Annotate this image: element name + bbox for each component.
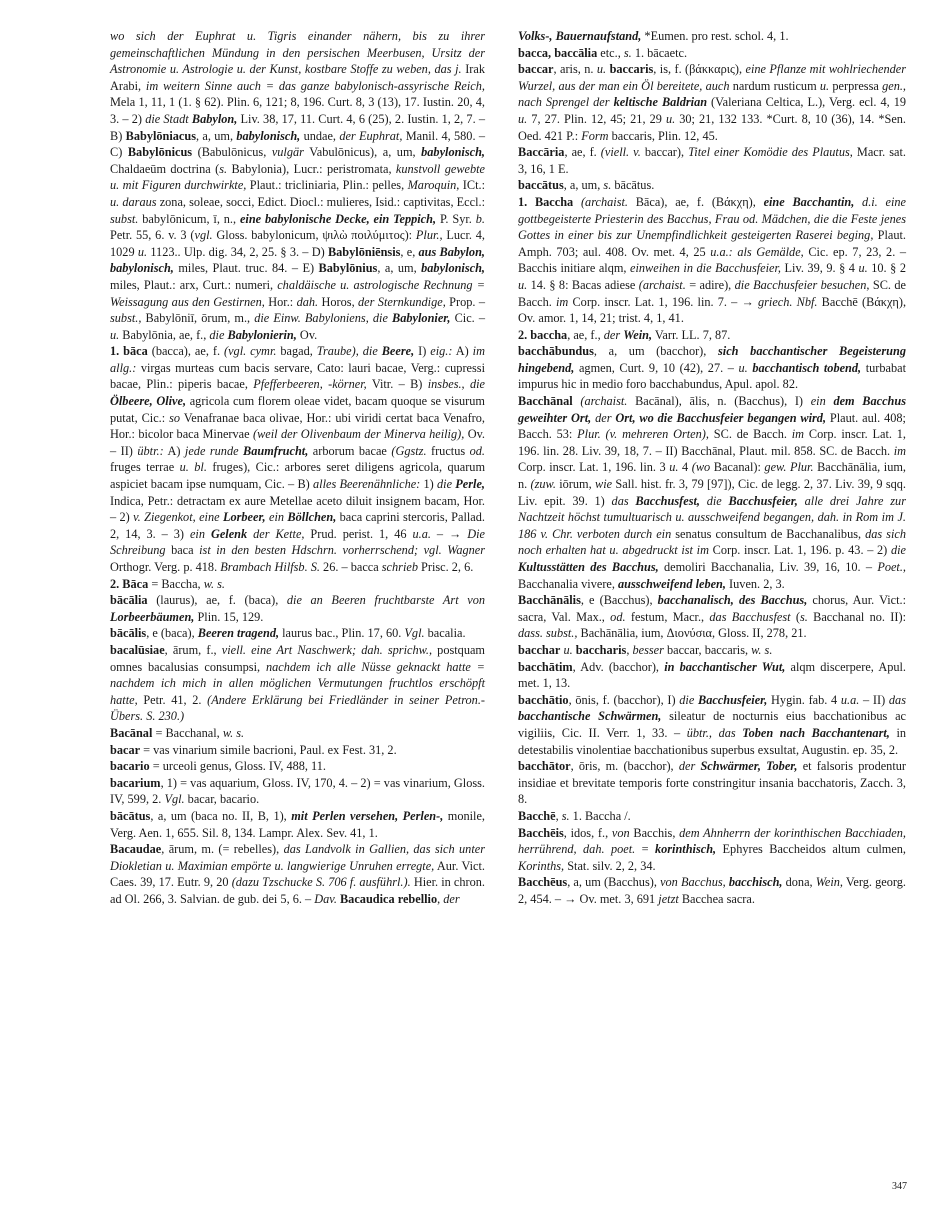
dictionary-entry: bacarium, 1) = vas aquarium, Gloss. IV, 170, 4. – 2) = vas vinarium, Gloss. IV, 599, 2. Vgl. bacar, bacario. (110, 775, 485, 807)
dictionary-entry: bacalūsiae, ārum, f., viell. eine Art Naschwerk; dah. sprichw., postquam omnes bacalusias consumpsi, nachdem ich alle Nüsse geknackt hatte = nachdem ich mich in allen möglichen Vermutungen fruchtlos erschöpft hatte, Petr. 41, 2. (Andere Erklärung bei Friedländer in seiner Petron.-Übers. S. 230.) (110, 642, 485, 724)
right-column (518, 28, 906, 907)
dictionary-entry: bacario = urceoli genus, Gloss. IV, 488, 11. (110, 759, 326, 774)
dictionary-entry: bācātus, a, um (baca no. II, B, 1), mit Perlen versehen, Perlen-, monile, Verg. Aen. 1, 655. Sil. 8, 134. Lampr. Alex. Sev. 41, 1. (110, 808, 485, 840)
left-column (110, 28, 485, 907)
dictionary-entry: baccātus, a, um, s. bācātus. (518, 178, 655, 193)
dictionary-entry: bacchātio, ōnis, f. (bacchor), I) die Bacchusfeier, Hygin. fab. 4 u.a. – II) das bacchantische Schwärmen, sileatur de nocturnis eius bacchationibus ac vigiliis, Cic. II. Verr. 1, 33. – übtr., das Toben nach Bacchantenart, in detestabilis vinolentiae bacchationibus superbus exsultat, Augustin. ep. 35, 2. (518, 692, 907, 757)
dictionary-entry: bacca, baccālia etc., s. 1. bācaetc. (518, 45, 688, 60)
dictionary-entry: 2. Bāca = Baccha, w. s. (110, 576, 225, 591)
dictionary-entry: bacchar u. baccharis, besser baccar, baccaris, w. s. (518, 642, 773, 657)
dictionary-entry: Bacchēus, a, um (Bacchus), von Bacchus, bacchisch, dona, Wein, Verg. georg. 2, 454. – → Ov. met. 3, 691 jetzt Bacchea sacra. (518, 875, 906, 906)
dictionary-entry: Bacaudae, ārum, m. (= rebelles), das Landvolk in Gallien, das sich unter Diokletian u. Maximian empörte u. langwierige Unruhen erregte, Aur. Vict. Caes. 39, 17. Eutr. 9, 20 (dazu Tzschucke S. 706 f. ausführl.). Hier. in chron. ad Ol. 266, 3. Salvian. de gub. dei 5, 6. – Dav. Bacaudica rebellio, der (110, 842, 486, 906)
dictionary-entry: bacchātim, Adv. (bacchor), in bacchantischer Wut, alqm discerpere, Apul. met. 1, 13. (518, 659, 907, 691)
dictionary-entry: bacar = vas vinarium simile bacrioni, Paul. ex Fest. 31, 2. (110, 742, 397, 757)
dictionary-entry: bacchābundus, a, um (bacchor), sich bacchantischer Begeisterung hingebend, agmen, Curt. 9, 10 (42), 27. – u. bacchantisch tobend, turbabat impurus hic in medio foro bacchabundus, Apul. apol. 82. (518, 344, 906, 392)
dictionary-entry: bacchātor, ōris, m. (bacchor), der Schwärmer, Tober, et falsoris prodentur insidiae et brevitate temporis forte constringitur insania bacchatoris, Zacch. 3, 8. (518, 759, 906, 807)
dictionary-entry: bācālis, e (baca), Beeren tragend, laurus bac., Plin. 17, 60. Vgl. bacalia. (110, 626, 466, 641)
dictionary-entry: bācālia (laurus), ae, f. (baca), die an Beeren fruchtbarste Art von Lorbeerbäumen, Plin. 15, 129. (110, 593, 485, 624)
dictionary-entry: Bacchēis, idos, f., von Bacchis, dem Ahnherrn der korinthischen Bacchiaden, herrührend, dah. poet. = korinthisch, Ephyres Baccheidos altum culmen, Korinths, Stat. silv. 2, 2, 34. (518, 825, 907, 873)
dictionary-entry: 1. bāca (bacca), ae, f. (vgl. cymr. bagad, Traube), die Beere, I) eig.: A) im allg.: virgas murteas cum bacis servare, Cato: lauri bacae, Verg.: cupressi bacae, Plin.: piperis bacae, Pfefferbeeren, -körner, Vitr. – B) insbes., die Ölbeere, Olive, agricola cum florem oleae videt, bacam quoque se visurum putat, Cic.: so Venafranae baca olivae, Hor.: ubi viridi certat baca Venafro, Hor.: bicolor baca Minervae (weil der Olivenbaum der Minerva heilig), Ov. – II) übtr.: A) jede runde Baumfrucht, arborum bacae (Ggstz. fructus od. fruges terrae u. bl. fruges), Cic.: arbores seret diligens agricola, quarum aspiciet bacam ipse numquam, Cic. – B) alles Beerenähnliche: 1) die Perle, Indica, Petr.: detractam ex aure Metellae aceto diluit insignem bacam, Hor. – 2) v. Ziegenkot, eine Lorbeer, ein Böllchen, baca caprini stercoris, Pallad. 2, 14, 3. – 3) ein Gelenk der Kette, Prud. perist. 1, 46 u.a. – → Die Schreibung baca ist in den besten Hdschrn. vorherrschend; vgl. Wagner Orthogr. Verg. p. 418. Brambach Hilfsb. S. 26. – bacca schrieb Prisc. 2, 6. (110, 344, 486, 574)
dictionary-entry: Volks-, Bauernaufstand, *Eumen. pro rest. schol. 4, 1. (518, 29, 789, 43)
dictionary-entry: Baccāria, ae, f. (viell. v. baccar), Titel einer Komödie des Plautus, Macr. sat. 3, 16, 1 E. (518, 145, 906, 176)
page-number: 347 (892, 1181, 907, 1192)
dictionary-entry: Bacānal = Bacchanal, w. s. (110, 725, 245, 740)
dictionary-entry: baccar, aris, n. u. baccaris, is, f. (βάκκαρις), eine Pflanze mit wohlriechender Wurzel, aus der man ein Öl bereitete, auch nardum rusticum u. perpressa gen., nach Sprengel der keltische Baldrian (Valeriana Celtica, L.), Verg. ecl. 4, 19 u. 7, 27. Plin. 12, 45; 21, 29 u. 30; 21, 132 133. *Curt. 8, 10 (36), 14. *Sen. Oed. 421 P.: Form baccaris, Plin. 12, 45. (518, 62, 907, 143)
dictionary-entry: 2. baccha, ae, f., der Wein, Varr. LL. 7, 87. (518, 327, 731, 342)
dictionary-entry: Bacchē, s. 1. Baccha /. (518, 808, 631, 823)
dictionary-page (110, 28, 905, 1178)
dictionary-entry: Bacchānālis, e (Bacchus), bacchanalisch, des Bacchus, chorus, Aur. Vict.: sacra, Val. Max., od. festum, Macr., das Bacchusfest (s. Bacchanal no. II): dass. subst., Bachānālia, ium, Διονύσια, Gloss. II, 278, 21. (518, 593, 906, 641)
dictionary-entry: Bacchānal (archaist. Bacānal), ālis, n. (Bacchus), I) ein dem Bacchus geweihter Ort, der Ort, wo die Bacchusfeier begangen wird, Plaut. aul. 408; Bacch. 53: Plur. (v. mehreren Orten), SC. de Bacch. im Corp. inscr. Lat. 1, 196. lin. 28. Liv. 39, 18, 7. – II) Bacchānal, Plaut. mil. 858. SC. de Bacch. im Corp. inscr. Lat. 1, 196. lin. 3 u. 4 (wo Bacanal): gew. Plur. Bacchānālia, ium, n. (zuw. iōrum, wie Sall. hist. fr. 3, 79 [97]), Cic. de legg. 2, 37. Liv. 39, 9 sqq. Liv. epit. 39. 1) das Bacchusfest, die Bacchusfeier, alle drei Jahre zur Nachtzeit höchst tumultuarisch u. ausschweifend begangen, dah. in Rom im J. 186 v. Chr. verboten durch ein senatus consultum de Bacchanalibus, das sich noch erhalten hat u. abgedruckt ist im Corp. inscr. Lat. 1, 196. p. 43. – 2) die Kultusstätten des Bacchus, demoliri Bacchanalia, Liv. 39, 16, 10. – Poet., Bacchanalia vivere, ausschweifend leben, Iuven. 2, 3. (518, 394, 907, 591)
dictionary-entry: 1. Baccha (archaist. Bāca), ae, f. (Βάκχη), eine Bacchantin, d.i. eine gottbegeisterte Priesterin des Bacchus, Frau od. Mädchen, die die Feste jenes Gottes in einer bis zur Unempfindlichkeit gesteigerten Raserei beging, Plaut. Amph. 703; aul. 408. Ov. met. 4, 25 u.a.: als Gemälde, Cic. ep. 7, 23, 2. – Bacchis initiare alqm, einweihen in die Bacchusfeier, Liv. 39, 9. § 4 u. 10. § 2 u. 14. § 8: Bacas adiese (archaist. = adire), die Bacchusfeier besuchen, SC. de Bacch. im Corp. inscr. Lat. 1, 196. lin. 7. – → griech. Nbf. Bacchē (Βάκχη), Ov. amor. 1, 14, 21; trist. 4, 1, 41. (518, 194, 907, 326)
dictionary-entry: wo sich der Euphrat u. Tigris einander nähern, bis zu ihrer gemeinschaftlichen Mündung in den persischen Meerbusen, Ursitz der Astronomie u. Astrologie u. der Kunst, kostbare Stoffe zu weben, das j. Irak Arabi, im weitern Sinne auch = das ganze babylonisch-assyrische Reich, Mela 1, 11, 1 (1. § 62). Plin. 6, 121; 8, 196. Curt. 8, 3 (13), 17. Iustin. 20, 4, 3. – 2) die Stadt Babylon, Liv. 38, 17, 11. Curt. 4, 6 (25), 2. Iustin. 1, 2, 7. – B) Babylōniacus, a, um, babylonisch, undae, der Euphrat, Manil. 4, 580. – C) Babylōnicus (Babulōnicus, vulgär Vabulōnicus), a, um, babylonisch, Chaldaeūm doctrina (s. Babylonia), Lucr.: peristromata, kunstvoll gewebte u. mit Figuren durchwirkte, Plaut.: tricliniaria, Plin.: pelles, Maroquin, ICt.: u. daraus zona, soleae, socci, Edict. Diocl.: mulieres, Isid.: captivitas, Eccl.: subst. babylōnicum, ī, n., eine babylonische Decke, ein Teppich, P. Syr. b. Petr. 55, 6. v. 3 (vgl. Gloss. babylonicum, ψιλὼ ποιλύμιτος): Plur., Lucr. 4, 1029 u. 1123.. Ulp. dig. 34, 2, 25. § 3. – D) Babylōniēnsis, e, aus Babylon, babylonisch, miles, Plaut. truc. 84. – E) Babylōnius, a, um, babylonisch, miles, Plaut.: arx, Curt.: numeri, chaldäische u. astrologische Rechnung = Weissagung aus den Gestirnen, Hor.: dah. Horos, der Sternkundige, Prop. – subst., Babylōniī, ōrum, m., die Einw. Babyloniens, die Babylonier, Cic. – u. Babylōnia, ae, f., die Babylonierin, Ov. (110, 29, 486, 342)
